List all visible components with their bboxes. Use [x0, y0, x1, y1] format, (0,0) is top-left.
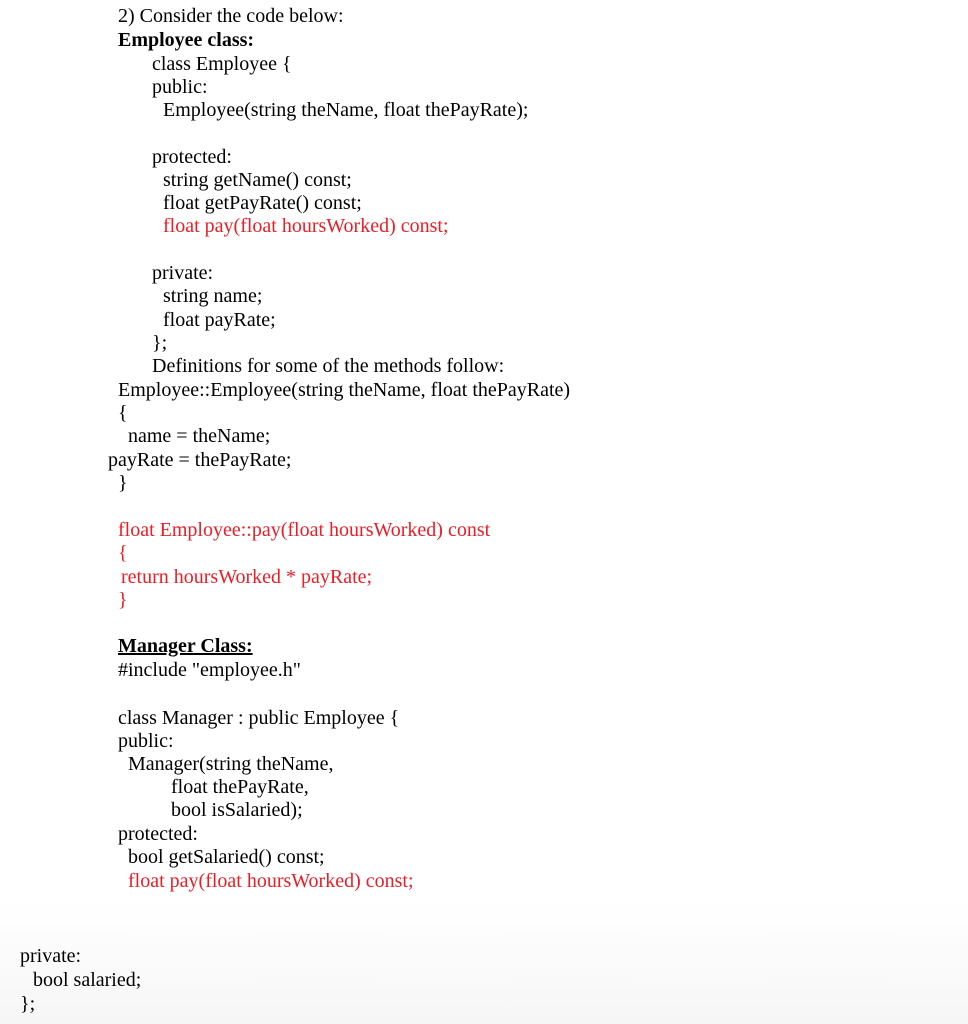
code-line: protected: [118, 823, 198, 845]
code-line: float payRate; [163, 309, 276, 331]
code-line-highlighted: float pay(float hoursWorked) const; [128, 870, 414, 892]
code-line: public: [152, 76, 208, 98]
code-line: string getName() const; [163, 169, 352, 191]
code-line: }; [20, 993, 36, 1015]
code-line: name = theName; [128, 425, 271, 447]
code-line: private: [152, 262, 214, 284]
code-line: }; [152, 332, 168, 354]
code-line-highlighted: { [118, 542, 128, 564]
code-line: protected: [152, 146, 232, 168]
code-line: { [118, 402, 128, 424]
code-line: float thePayRate, [171, 776, 309, 798]
code-line: bool getSalaried() const; [128, 846, 325, 868]
code-line: Employee(string theName, float thePayRate); [163, 99, 529, 121]
employee-class-title: Employee class: [118, 29, 255, 51]
code-line-highlighted: return hoursWorked * payRate; [121, 566, 373, 588]
code-line: payRate = thePayRate; [108, 449, 292, 471]
code-line: float getPayRate() const; [163, 192, 362, 214]
code-line: public: [118, 730, 174, 752]
code-line-highlighted: float Employee::pay(float hoursWorked) const [118, 519, 491, 541]
code-line: Employee::Employee(string theName, float thePayRate) [118, 379, 571, 401]
code-line: class Manager : public Employee { [118, 707, 400, 729]
code-line: string name; [163, 285, 263, 307]
code-line: bool salaried; [33, 969, 142, 991]
code-line: bool isSalaried); [171, 799, 303, 821]
manager-class-title: Manager Class: [118, 635, 253, 657]
code-line-highlighted: } [118, 589, 128, 611]
code-line: private: [20, 945, 82, 967]
question-heading: 2) Consider the code below: [118, 5, 344, 27]
code-line: class Employee { [152, 53, 292, 75]
code-line: } [118, 472, 128, 494]
code-line-highlighted: float pay(float hoursWorked) const; [163, 215, 449, 237]
code-line: Manager(string theName, [128, 753, 334, 775]
include-line: #include "employee.h" [118, 659, 301, 681]
definitions-intro: Definitions for some of the methods follow: [152, 355, 505, 377]
